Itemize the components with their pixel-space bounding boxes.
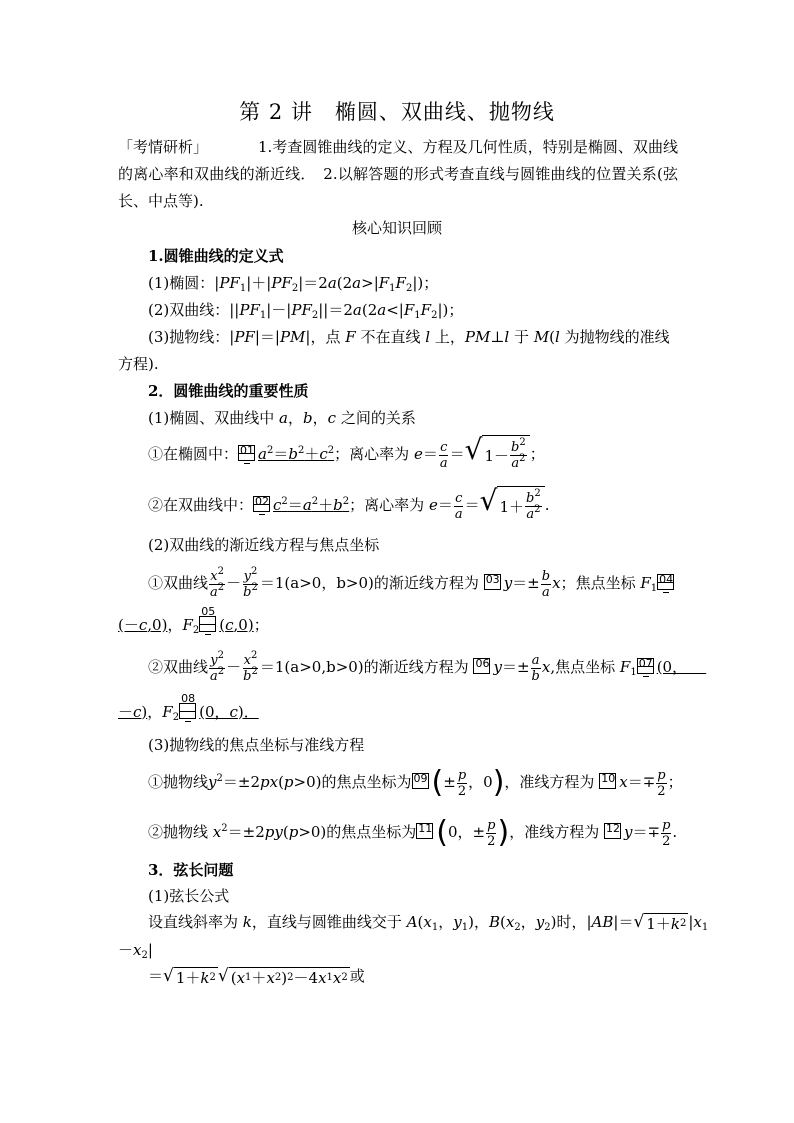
s2-parabola2: ②抛物线 $x^2=\pm 2py(p>0)$的焦点坐标为 11 (0，± $\frac{p}{2}$ )，准线方程为 12 y＝∓ $\frac{p}{2}$ .	[148, 815, 678, 850]
s2-hyperbola2-foci: －c)，$F_2$ 08 (0，c)．	[118, 692, 259, 723]
s1-hyperbola-line: (2)双曲线：$||PF_1|-|PF_2||=2a(2a<|F_1F_2|)$；	[148, 301, 464, 321]
lesson-topic: 椭圆、双曲线、抛物线	[334, 100, 555, 124]
answer-blank[interactable]: 11	[416, 823, 433, 839]
page-title	[0, 96, 794, 126]
section-heading: 核心知识回顾	[351, 219, 442, 237]
analysis-tag: 「考情研析」	[118, 138, 209, 156]
s3-text: 设直线斜率为 k，直线与圆锥曲线交于 $A(x_1$，$y_1$)，$B(x_2$，$y_2$)时，|AB|＝ √ 1＋ k 2 $|x_1$	[148, 911, 709, 933]
s2-hyperbola-relation: ②在双曲线中： 02 $c^2=a^2+b^2$；离心率为 e＝ $\frac{c}{a}$ ＝ √ 1＋ $\frac{b^2}{a^2}$ .	[148, 485, 550, 527]
s2-ellipse-relation: ①在椭圆中： 01 $a^2=b^2+c^2$；离心率为 e＝ $\frac{c}{a}$ ＝ √ 1－ $\frac{b^2}{a^2}$ ；	[148, 434, 545, 476]
answer-blank[interactable]: 06	[473, 658, 490, 674]
s2-p1: (1)椭圆、双曲线中 a，b，c 之间的关系	[148, 409, 416, 427]
s2-hyperbola1-foci: (－c,0)，$F_2$ 05 (c,0)；	[118, 605, 269, 636]
s2-p3: (3)抛物线的焦点坐标与准线方程	[148, 736, 365, 754]
answer-blank[interactable]: 07	[637, 658, 654, 674]
s2-heading: 2．圆锥曲线的重要性质	[148, 382, 309, 400]
answer-blank[interactable]: 04	[657, 574, 674, 590]
s1-heading: 1.圆锥曲线的定义式	[148, 247, 284, 265]
answer-blank[interactable]: 02	[253, 496, 270, 512]
answer-blank[interactable]: 12	[604, 823, 621, 839]
s1-parabola-line: (3)抛物线：|PF|＝|PM|，点 F 不在直线 l 上，PM⊥l 于 M(l 为抛物线的准线	[148, 328, 670, 346]
analysis-text: 1.考查圆锥曲线的定义、方程及几何性质，特别是椭圆、双曲线的离心率和双曲线的渐近线． 2.以解答题的形式考查直线与圆锥曲线的位置关系(弦长、中点等).	[118, 138, 678, 210]
sqrt-expression: √ 1－ $\frac{b^2}{a^2}$	[465, 435, 530, 476]
s2-hyperbola2: ②双曲线 $\frac{y^2}{a^2}$ － $\frac{x^2}{b^2}$ ＝1(a>0,b>0)的渐近线方程为 06 y＝± $\frac{a}{b}$ x,焦点坐标 $F_1$ 07 (0，	[148, 649, 707, 684]
sqrt-expression: √ 1＋ $\frac{b^2}{a^2}$	[480, 486, 545, 527]
s3-p1: (1)弦长公式	[148, 887, 230, 905]
s3-heading: 3．弦长问题	[148, 861, 234, 879]
s3-formula: ＝ √ 1＋ k 2 √ ( x 1 ＋ x 2 ) 2 －4 x 1 x 2 或	[148, 965, 365, 987]
lesson-number: 第 2 讲	[239, 100, 313, 124]
s1-ellipse-line: (1)椭圆：$|PF_1|+|PF_2|=2a(2a>|F_1F_2|)$；	[148, 274, 439, 294]
s1-parabola-tail: 方程).	[118, 355, 159, 373]
s3-text-cont: $-x_2|$	[118, 941, 153, 961]
answer-blank[interactable]: 08	[179, 703, 196, 719]
s2-parabola1: ①抛物线$y^2=\pm 2px(p>0)$的焦点坐标为 09 (± $\frac{p}{2}$ ，0)，准线方程为 10 x＝∓ $\frac{p}{2}$ ；	[148, 765, 683, 800]
answer-blank[interactable]: 09	[412, 773, 429, 789]
s2-hyperbola1: ①双曲线 $\frac{x^2}{a^2}$ － $\frac{y^2}{b^2}$ ＝1(a>0，b>0)的渐近线方程为 03 y＝± $\frac{b}{a}$ x；焦点坐标 $F_1$ 04	[148, 565, 674, 600]
s2-p2: (2)双曲线的渐近线方程与焦点坐标	[148, 536, 380, 554]
analysis-paragraph	[118, 134, 678, 215]
answer-blank[interactable]: 05	[199, 616, 216, 632]
answer-blank[interactable]: 01	[238, 445, 255, 461]
answer-blank[interactable]: 03	[484, 574, 501, 590]
answer-blank[interactable]: 10	[599, 773, 616, 789]
